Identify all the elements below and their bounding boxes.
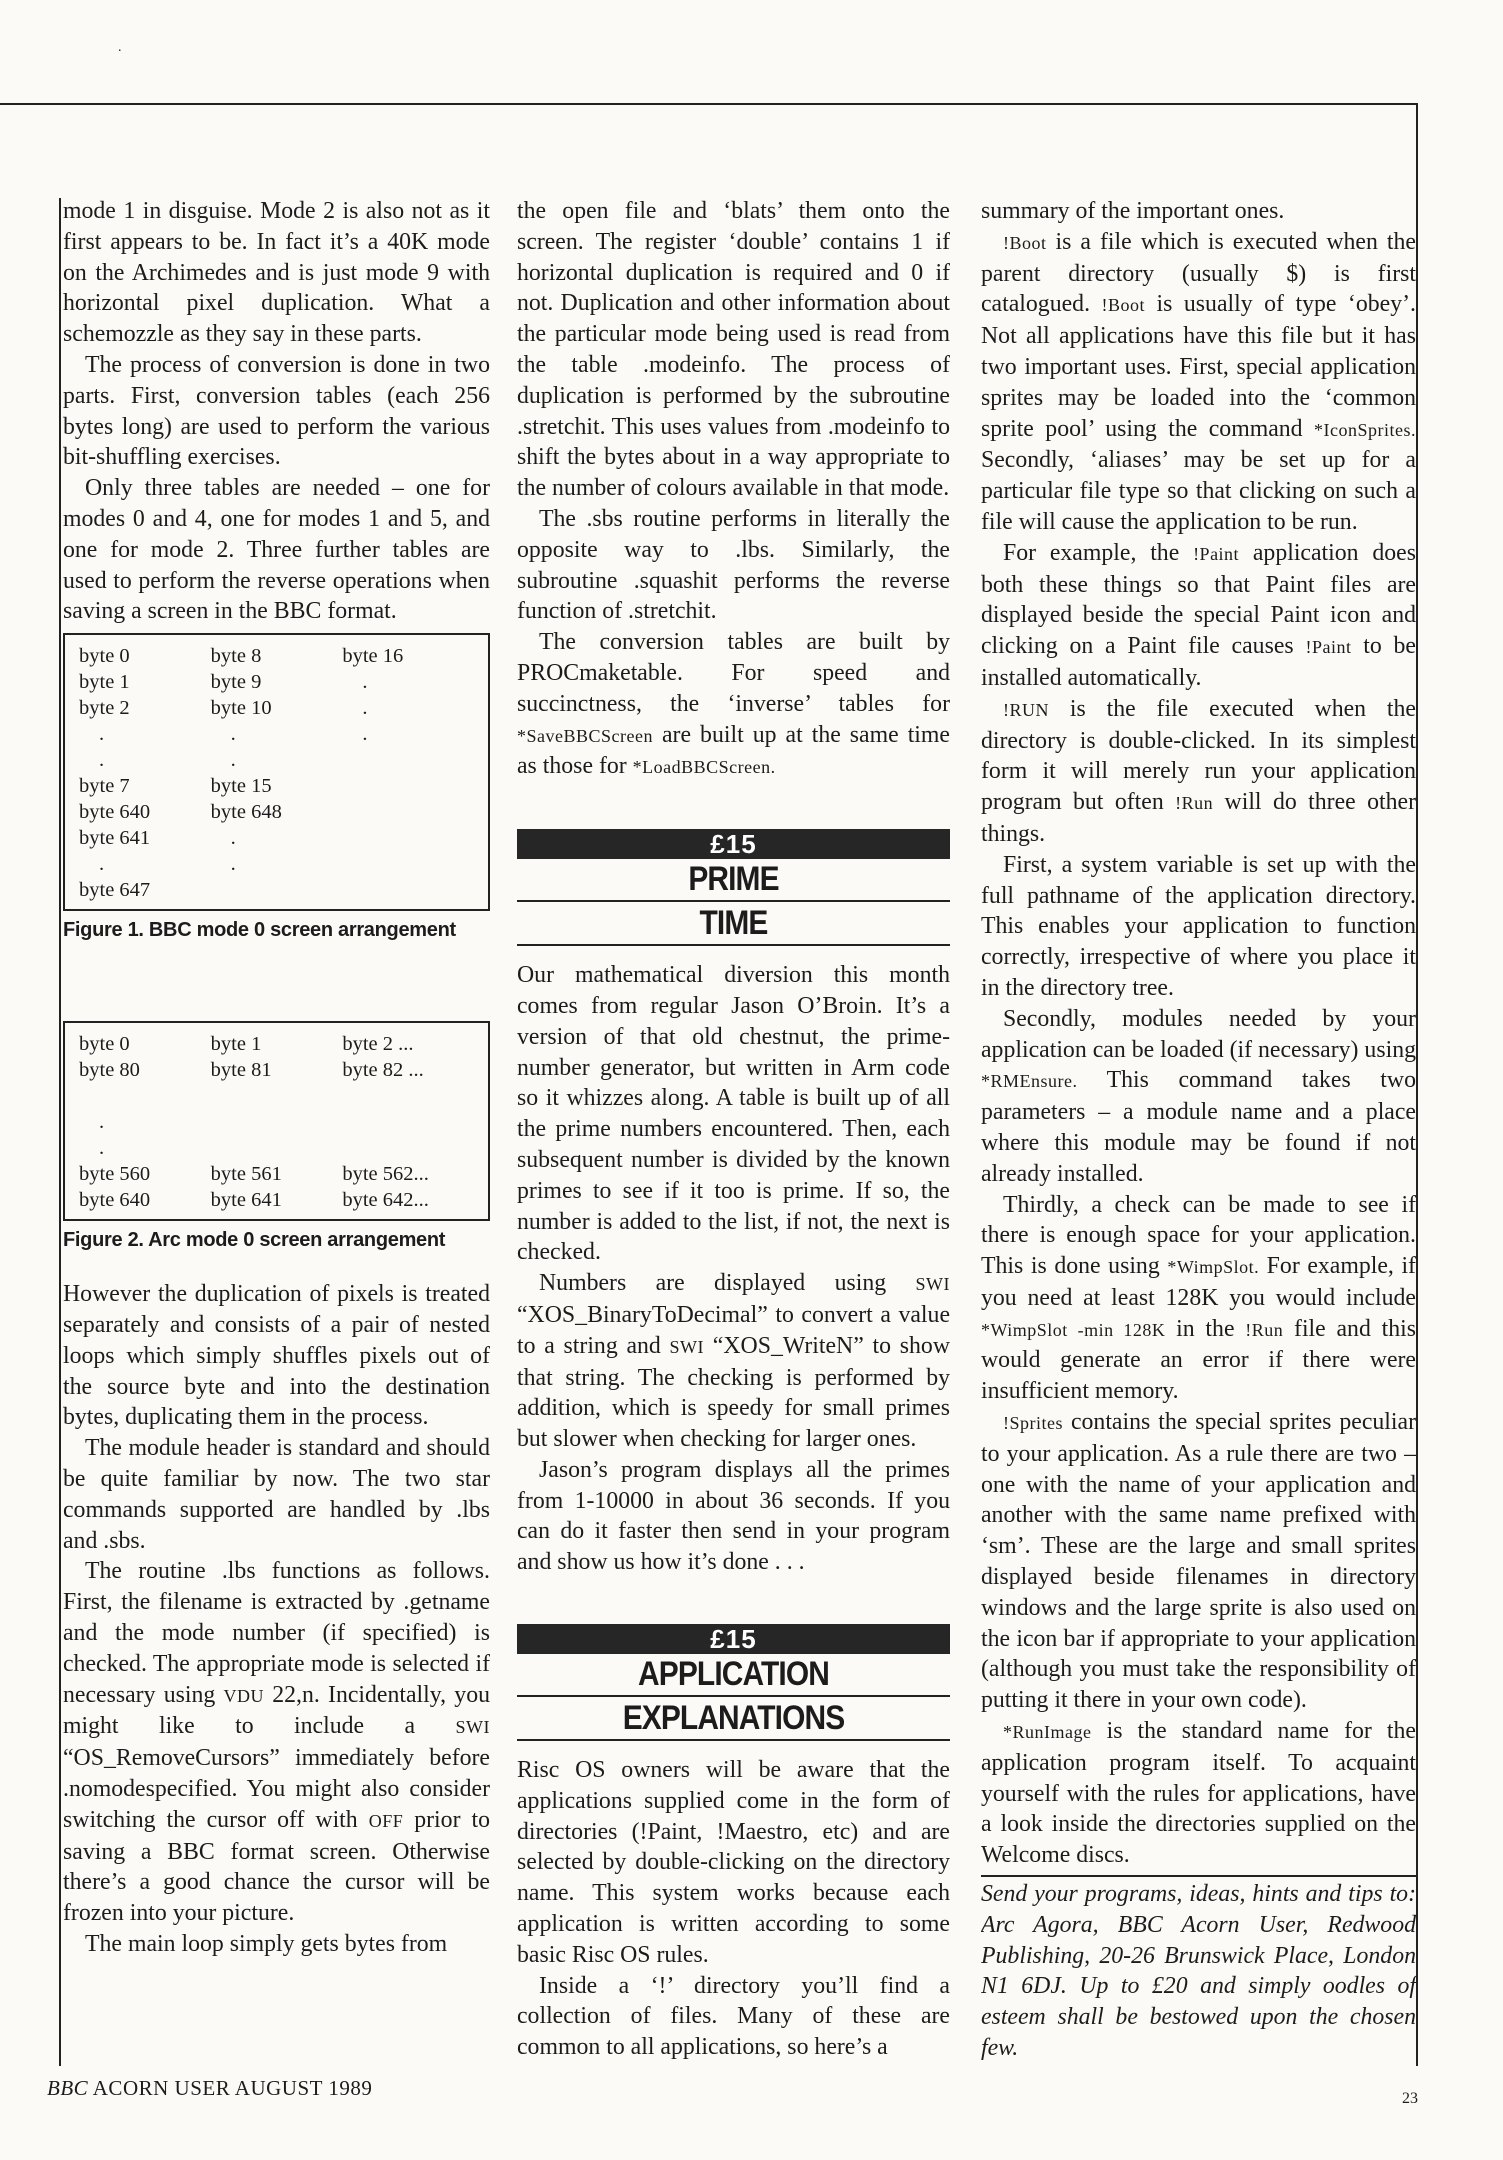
figure-cell [79, 1083, 211, 1109]
figure-cell: . [230, 749, 236, 772]
paragraph: the open file and ‘blats’ them onto the screen. The register ‘double’ contains 1 if horizontal duplication is required and 0 if not. Duplication and other information about the particular mode being used is read from the table .modeinfo. The process of duplication is performed by the subroutine .stretchit. This uses values from .modeinfo to shift the bytes about in a way appropriate to the number of colours available in that mode. [517, 198, 950, 502]
figure-cell: byte 642... [342, 1189, 429, 1212]
figure-cell: byte 640 [79, 801, 151, 824]
submission-note: Send your programs, ideas, hints and tips to: Arc Agora, BBC Acorn User, Redwood Publishing, 20-26 Brunswick Place, London N1 6DJ. Up to £20 and simply oodles of esteem shall be bestowed upon the chosen few. [981, 1875, 1416, 2064]
figure-cell: byte 641 [79, 827, 151, 850]
column-3 [981, 196, 1416, 2071]
figure-cell [211, 1109, 343, 1135]
figure-cell: byte 560 [79, 1163, 151, 1186]
section-heading-application-explanations [517, 1624, 950, 1741]
figure-1-box [63, 633, 490, 911]
paragraph: The conversion tables are built by PROCmaketable. For speed and succinctness, the ‘inverse’ tables for *SaveBBCScreen are built up at the same time as those for *LoadBBCScreen. [517, 629, 950, 780]
paragraph: Risc OS owners will be aware that the applications supplied come in the form of directories (!Paint, !Maestro, etc) and are selected by double-clicking on the directory name. This system works because each application is written according to some basic Risc OS rules. [517, 1757, 950, 1968]
left-rule [59, 198, 61, 2066]
right-rule [1416, 103, 1418, 2066]
paragraph: First, a system variable is set up with the full pathname of the application directory. This enables your application to function correctly, irrespective of where you place it in the directory tree. [981, 851, 1416, 1001]
paragraph: The module header is standard and should be quite familiar by now. The two star commands supported are handled by .lbs and .sbs. [63, 1435, 490, 1554]
paragraph: !Boot is a file which is executed when the parent directory (usually $) is first catalogued. !Boot is usually of type ‘obey’. Not all applications have this file but it has two important uses. First, special application sprites may be loaded into the ‘common sprite pool’ using the command *IconSprites. Secondly, ‘aliases’ may be set up for a particular file type so that clicking on such a file will cause the application to be run. [981, 228, 1416, 535]
figure-cell [342, 1083, 474, 1109]
figure-cell: . [99, 1111, 105, 1134]
figure-cell: byte 562... [342, 1163, 429, 1186]
figure-cell: byte 641 [210, 1189, 282, 1212]
figure-cell [342, 1109, 474, 1135]
figure-cell: byte 0 [79, 645, 130, 668]
figure-cell: byte 10 [210, 697, 272, 720]
heading-line: PRIME [688, 860, 779, 899]
figure-cell: byte 648 [210, 801, 282, 824]
figure-cell [211, 877, 343, 903]
figure-cell: byte 1 [79, 671, 130, 694]
paragraph: Secondly, modules needed by your application can be loaded (if necessary) using *RMEnsure. This command takes two parameters – a module name and a place where this module may be found if not already installed. [981, 1005, 1416, 1187]
figure-cell: . [362, 697, 368, 720]
paragraph: The main loop simply gets bytes from [85, 1930, 448, 1957]
page-mark: . [118, 40, 122, 55]
figure-2-box [63, 1021, 490, 1221]
figure-cell: byte 2 [79, 697, 130, 720]
paragraph: *RunImage is the standard name for the application program itself. To acquaint yourself with the rules for applications, have a look inside the directories supplied on the Welcome discs. [981, 1718, 1416, 1869]
figure-cell: . [230, 723, 236, 746]
figure-cell: byte 8 [210, 645, 262, 668]
figure-cell [342, 773, 474, 799]
figure-cell: byte 9 [210, 671, 262, 694]
figure-cell: . [99, 1137, 105, 1160]
price-badge: £15 [517, 829, 950, 859]
paragraph: For example, the !Paint application does both these things so that Paint files are displayed beside the special Paint icon and clicking on a Paint file causes !Paint to be installed automatically. [981, 539, 1416, 691]
figure-cell: . [230, 827, 236, 850]
figure-cell: byte 81 [210, 1059, 272, 1082]
figure-cell [342, 851, 474, 877]
paragraph: Thirdly, a check can be made to see if there is enough space for your application. This is done using *WimpSlot. For example, if you need at least 128K you would include *WimpSlot -min 128K in the !Run file and this would generate an error if there were insufficient memory. [981, 1191, 1416, 1405]
figure-cell: byte 2 ... [342, 1033, 414, 1056]
figure-cell: . [362, 671, 368, 694]
figure-cell [342, 1135, 474, 1161]
top-rule [0, 103, 1418, 105]
paragraph: !Sprites contains the special sprites peculiar to your application. As a rule there are two – one with the name of your application and another with the same name prefixed with ‘sm’. These are the large and small sprites displayed beside filenames in directory windows and the large sprite is also used on the icon bar if appropriate to your application (although you must take the responsibility of putting it there in your own code). [981, 1409, 1416, 1714]
section-heading-prime-time [517, 829, 950, 946]
paragraph: The .sbs routine performs in literally the opposite way to .lbs. Similarly, the subroutine .squashit performs the reverse function of .stretchit. [517, 505, 950, 625]
page-footer: BBC ACORN USER AUGUST 1989 [47, 2076, 373, 2100]
paragraph: The routine .lbs functions as follows. First, the filename is extracted by .getname and the mode number (if specified) is checked. The appropriate mode is selected if necessary using VDU 22,n. Incidentally, you might like to include a SWI “OS_RemoveCursors” immediately before .nomodespecified. You might also consider switching the cursor off with OFF prior to saving a BBC format screen. Otherwise there’s a good chance the cursor will be frozen into your picture. [63, 1558, 490, 1927]
figure-cell [342, 747, 474, 773]
figure-cell: byte 82 ... [342, 1059, 424, 1082]
column-2 [517, 196, 950, 2071]
heading-line: APPLICATION [638, 1655, 829, 1694]
figure-cell: . [362, 723, 368, 746]
paragraph: Inside a ‘!’ directory you’ll find a collection of files. Many of these are common to all applications, so here’s a [517, 1972, 950, 2061]
figure-cell: byte 1 [210, 1033, 262, 1056]
paragraph: Our mathematical diversion this month comes from regular Jason O’Broin. It’s a version of that old chestnut, the prime-number generator, but written in Arm code so it whizzes along. A table is built up of all the prime numbers encountered. Then, each subsequent number is divided by the known primes to see if it too is prime. If so, the number is added to the list, if not, the next is checked. [517, 962, 950, 1266]
page-number: 23 [1402, 2090, 1418, 2107]
figure-1-caption: Figure 1. BBC mode 0 screen arrangement [63, 919, 456, 942]
heading-line: EXPLANATIONS [622, 1699, 845, 1738]
paragraph: The process of conversion is done in two parts. First, conversion tables (each 256 bytes long) are used to perform the various bit-shuffling exercises. [63, 351, 490, 471]
heading-line: TIME [699, 904, 768, 943]
figure-cell: byte 647 [79, 879, 151, 902]
figure-1-grid [79, 643, 474, 903]
figure-cell: byte 7 [79, 775, 130, 798]
figure-cell: . [230, 853, 236, 876]
figure-cell: . [99, 749, 105, 772]
figure-cell: byte 15 [210, 775, 272, 798]
paragraph: However the duplication of pixels is treated separately and consists of a pair of nested loops which simply shuffles pixels out of the source byte and into the destination bytes, duplicating them in the process. [63, 1281, 490, 1431]
paragraph: mode 1 in disguise. Mode 2 is also not as it first appears to be. In fact it’s a 40K mode on the Archimedes and is just mode 9 with horizontal pixel duplication. What a schemozzle as they say in these parts. [63, 198, 490, 348]
figure-2-grid [79, 1031, 474, 1213]
paragraph: Jason’s program displays all the primes from 1-10000 in about 36 seconds. If you can do it faster then send in your program and show us how it’s done . . . [517, 1456, 950, 1576]
figure-cell [211, 1083, 343, 1109]
figure-cell: . [99, 723, 105, 746]
figure-cell [342, 799, 474, 825]
figure-cell: byte 80 [79, 1059, 140, 1082]
paragraph: summary of the important ones. [981, 198, 1285, 224]
figure-2-caption: Figure 2. Arc mode 0 screen arrangement [63, 1229, 446, 1252]
figure-cell [342, 825, 474, 851]
figure-cell [342, 877, 474, 903]
paragraph: !RUN is the file executed when the directory is double-clicked. In its simplest form it will merely run your application program but often !Run will do three other things. [981, 695, 1416, 847]
figure-cell [211, 1135, 343, 1161]
price-badge: £15 [517, 1624, 950, 1654]
figure-cell: byte 561 [210, 1163, 282, 1186]
paragraph: Numbers are displayed using SWI “XOS_BinaryToDecimal” to convert a value to a string and SWI “XOS_WriteN” to show that string. The checking is performed by addition, which is speedy for small primes but slower when checking for larger ones. [517, 1270, 950, 1453]
figure-cell: byte 0 [79, 1033, 130, 1056]
paragraph: Only three tables are needed – one for modes 0 and 4, one for modes 1 and 5, and one for mode 2. Three further tables are used to perform the reverse operations when saving a screen in the BBC format. [63, 475, 490, 625]
figure-cell: . [99, 853, 105, 876]
figure-cell: byte 640 [79, 1189, 151, 1212]
column-1 [63, 196, 490, 2071]
figure-cell: byte 16 [342, 645, 404, 668]
